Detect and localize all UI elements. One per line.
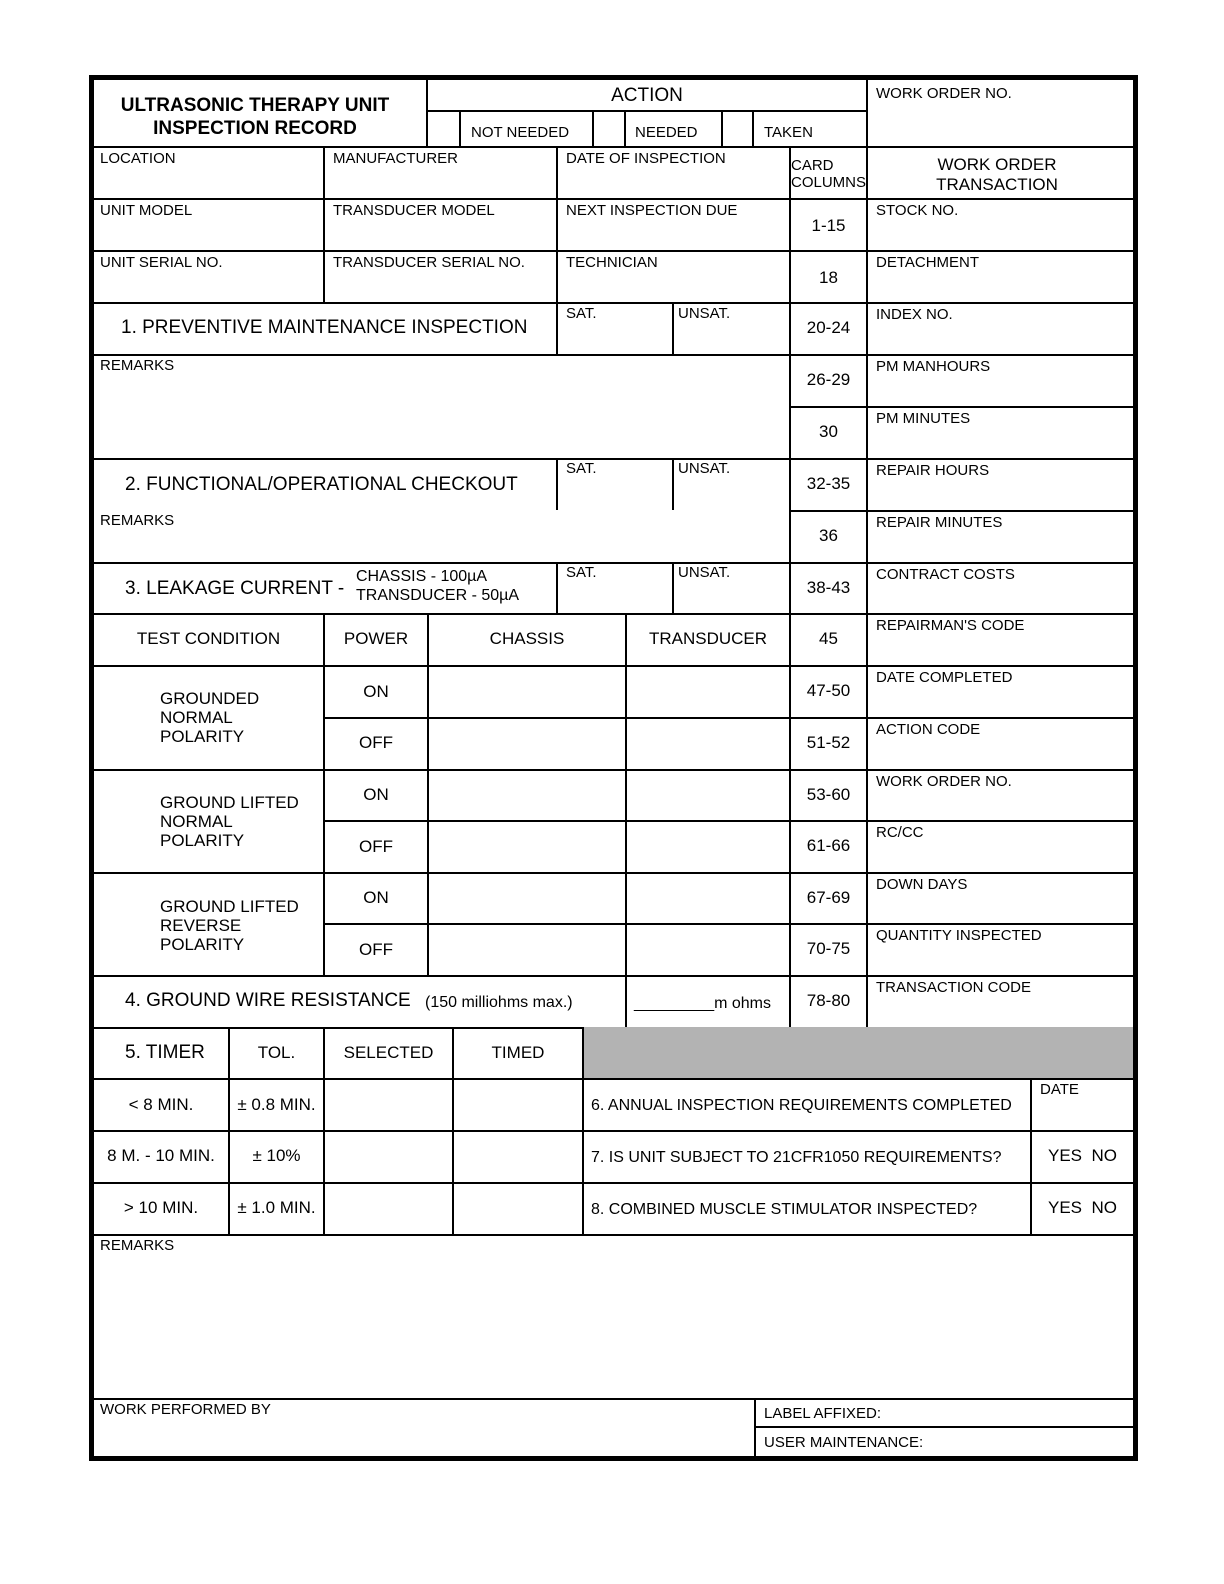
selected-header: SELECTED [343,1043,434,1062]
remarks-1-label: REMARKS [100,357,175,374]
question-8-yes-no[interactable]: YES NO [1048,1198,1117,1217]
transaction-field-label: TRANSACTION CODE [876,979,1032,996]
timer-tolerance: ± 10% [252,1146,301,1165]
timer-range: < 8 MIN. [128,1095,194,1114]
shaded-area [583,1027,1133,1078]
remarks-footer-label: REMARKS [100,1237,175,1254]
transaction-field-label: ACTION CODE [876,721,981,738]
card-column-value: 26-29 [806,370,851,389]
transaction-field-label: DOWN DAYS [876,876,968,893]
power-header: POWER [343,629,409,648]
question-7-yes-no[interactable]: YES NO [1048,1146,1117,1165]
transaction-field-label: STOCK NO. [876,202,959,219]
power-on-label: ON [363,785,389,804]
transaction-field-label: REPAIRMAN'S CODE [876,617,1025,634]
timer-tolerance: ± 1.0 MIN. [237,1198,316,1217]
divider [866,146,868,1031]
leakage-transducer-limit: TRANSDUCER - 50µA [356,587,520,604]
divider [752,110,754,148]
test-condition-grounded-normal: GROUNDED NORMAL POLARITY [160,689,260,747]
resistance-blank[interactable]: _________ [634,995,715,1012]
divider [721,110,723,148]
card-column-value: 53-60 [806,785,851,804]
divider [427,613,429,975]
card-column-value: 51-52 [806,733,851,752]
divider [323,717,1133,719]
divider [94,1078,1133,1080]
divider [94,1182,1133,1184]
timer-range: 8 M. - 10 MIN. [107,1146,215,1165]
taken-label: TAKEN [764,124,813,141]
work-order-no-label: WORK ORDER NO. [876,85,1012,102]
timed-header: TIMED [491,1043,545,1062]
divider [323,146,325,302]
divider [556,562,558,614]
work-performed-by-label: WORK PERFORMED BY [100,1401,271,1418]
unit-model-label: UNIT MODEL [100,202,193,219]
transducer-header: TRANSDUCER [648,629,768,648]
transaction-field-label: REPAIR HOURS [876,462,990,479]
divider [94,769,1133,771]
divider [672,562,674,614]
divider [94,1398,1133,1400]
remarks-2-label: REMARKS [100,512,175,529]
transaction-field-label: DATE COMPLETED [876,669,1013,686]
divider [94,1234,1133,1236]
transaction-field-label: PM MANHOURS [876,358,991,375]
transaction-field-label: CONTRACT COSTS [876,566,1015,583]
divider [556,458,558,510]
timer-range: > 10 MIN. [123,1198,199,1217]
transaction-field-label: WORK ORDER NO. [876,773,1012,790]
divider [94,1130,1133,1132]
technician-label: TECHNICIAN [566,254,658,271]
divider [672,302,674,354]
s3-sat-label: SAT. [566,564,597,581]
card-column-value: 30 [819,422,838,441]
card-column-value: 1-15 [811,216,846,235]
divider [94,146,1133,148]
question-8: 8. COMBINED MUSCLE STIMULATOR INSPECTED? [591,1201,978,1218]
tol-header: TOL. [257,1043,296,1062]
next-inspection-due-label: NEXT INSPECTION DUE [566,202,738,219]
power-off-label: OFF [359,837,393,856]
card-column-value: 78-80 [806,991,851,1010]
transducer-model-label: TRANSDUCER MODEL [333,202,495,219]
divider [323,820,1133,822]
divider [94,250,1133,252]
power-on-label: ON [363,682,389,701]
resistance-unit: m ohms [714,995,771,1012]
divider [789,510,1133,512]
card-columns-header: CARD COLUMNS [791,157,867,192]
s3-unsat-label: UNSAT. [678,564,731,581]
divider [672,458,674,510]
card-column-value: 36 [819,526,838,545]
date-of-inspection-label: DATE OF INSPECTION [566,150,726,167]
transducer-serial-label: TRANSDUCER SERIAL NO. [333,254,525,271]
transaction-field-label: REPAIR MINUTES [876,514,1003,531]
s2-sat-label: SAT. [566,460,597,477]
divider [789,458,1133,460]
divider [624,110,626,148]
divider [94,872,1133,874]
divider [789,406,1133,408]
question-7: 7. IS UNIT SUBJECT TO 21CFR1050 REQUIREMENTS? [591,1149,1002,1166]
card-column-value: 20-24 [806,318,851,337]
divider [94,302,1133,304]
work-order-transaction-header: WORK ORDER TRANSACTION [936,155,1058,194]
power-on-label: ON [363,888,389,907]
transaction-field-label: RC/CC [876,824,924,841]
section-5-title: 5. TIMER [125,1042,205,1063]
card-column-value: 45 [819,629,838,648]
label-affixed-label: LABEL AFFIXED: [764,1405,881,1422]
divider [94,975,1133,977]
section-3-title: 3. LEAKAGE CURRENT - [125,578,345,599]
power-off-label: OFF [359,940,393,959]
ground-wire-value [634,995,771,1013]
transaction-field-label: INDEX NO. [876,306,953,323]
unit-serial-label: UNIT SERIAL NO. [100,254,223,271]
divider [1030,1078,1032,1234]
section-4-title: 4. GROUND WIRE RESISTANCE [125,990,411,1011]
card-column-value: 38-43 [806,578,851,597]
divider [754,1426,1133,1428]
divider [866,80,868,148]
divider [323,923,1133,925]
transaction-field-label: QUANTITY INSPECTED [876,927,1042,944]
test-condition-lifted-reverse: GROUND LIFTED REVERSE POLARITY [160,897,299,955]
chassis-header: CHASSIS [489,629,565,648]
test-condition-header: TEST CONDITION [136,629,281,648]
divider [459,110,461,148]
divider [94,198,1133,200]
inspection-form [89,75,1138,1461]
s1-unsat-label: UNSAT. [678,305,731,322]
location-label: LOCATION [100,150,176,167]
test-condition-lifted-normal: GROUND LIFTED NORMAL POLARITY [160,793,299,851]
divider [625,613,627,1031]
card-column-value: 47-50 [806,681,851,700]
section-2-title: 2. FUNCTIONAL/OPERATIONAL CHECKOUT [125,474,518,495]
section-1-title: 1. PREVENTIVE MAINTENANCE INSPECTION [121,317,528,338]
not-needed-label: NOT NEEDED [471,124,570,141]
question-6: 6. ANNUAL INSPECTION REQUIREMENTS COMPLETED [591,1097,1012,1114]
card-column-value: 61-66 [806,836,851,855]
user-maintenance-label: USER MAINTENANCE: [764,1434,924,1451]
s1-sat-label: SAT. [566,305,597,322]
divider [592,110,594,148]
divider [94,665,1133,667]
card-column-value: 70-75 [806,939,851,958]
card-column-value: 32-35 [806,474,851,493]
timer-tolerance: ± 0.8 MIN. [237,1095,316,1114]
ground-wire-note: (150 milliohms max.) [425,994,573,1011]
power-off-label: OFF [359,733,393,752]
transaction-field-label: PM MINUTES [876,410,971,427]
card-column-value: 18 [819,268,838,287]
divider [426,110,868,112]
s2-unsat-label: UNSAT. [678,460,731,477]
divider [94,613,1133,615]
manufacturer-label: MANUFACTURER [333,150,459,167]
divider [789,562,1133,564]
divider [789,354,1133,356]
card-column-value: 67-69 [806,888,851,907]
question-6-date-label: DATE [1040,1081,1079,1098]
needed-label: NEEDED [635,124,698,141]
leakage-chassis-limit: CHASSIS - 100µA [356,568,488,585]
form-title: ULTRASONIC THERAPY UNIT INSPECTION RECORD [120,95,390,139]
transaction-field-label: DETACHMENT [876,254,980,271]
action-heading: ACTION [611,85,683,106]
